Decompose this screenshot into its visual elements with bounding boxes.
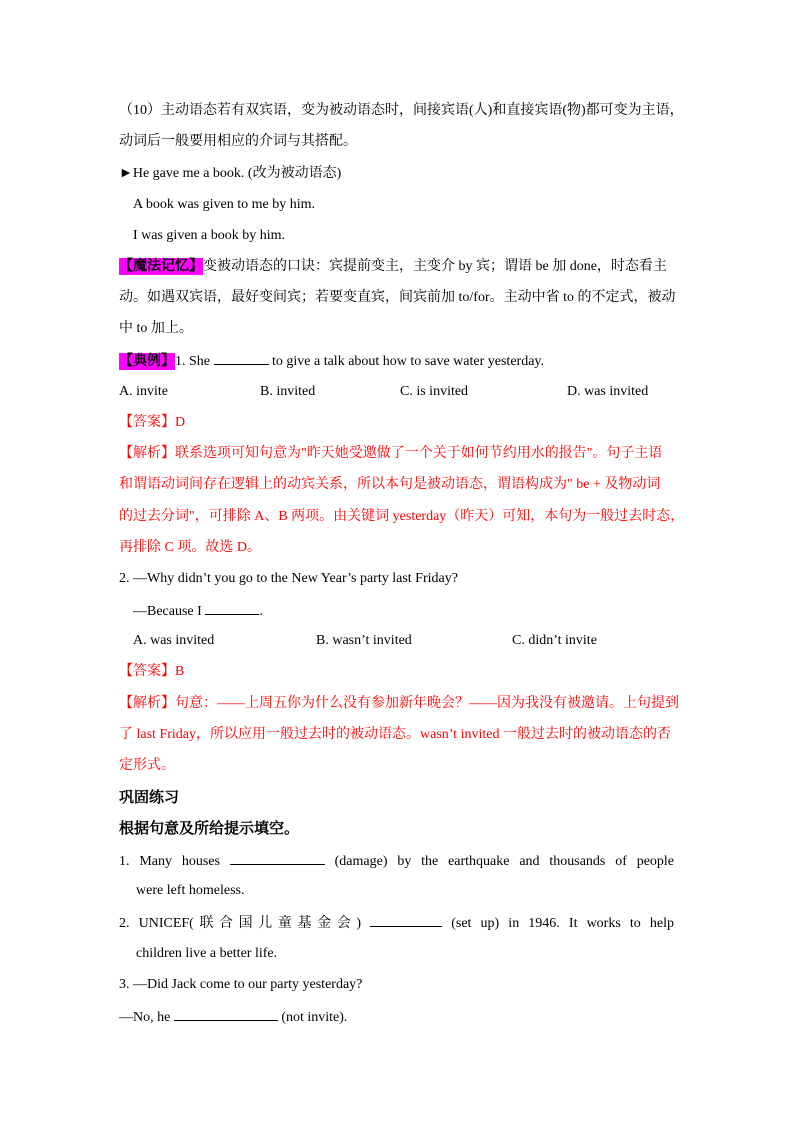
exercise-3-line-1: 3. —Did Jack come to our party yesterday?	[119, 977, 363, 992]
q1-blank	[214, 351, 269, 365]
example-answer-2: I was given a book by him.	[133, 228, 286, 243]
exercise-2-a: 2. UNICEF(联合国儿童基金会)	[119, 916, 371, 931]
exercise-1-b: (damage) by the earthquake and thousands of people	[334, 854, 675, 869]
q1-analysis-line-1	[119, 445, 662, 463]
rule-10-line-1: （10）主动语态若有双宾语，变为被动语态时，间接宾语(人)和直接宾语(物)都可变为主语，	[119, 103, 684, 118]
q1-tag: 【典例】	[119, 354, 175, 369]
example-prompt: ►He gave me a book. (改为被动语态)	[119, 166, 342, 181]
q1-stem	[119, 351, 544, 371]
exercise-2-blank	[370, 913, 442, 927]
q1-analysis-text-1: 联系选项可知句意为"昨天她受邀做了一个关于如何节约用水的报告"。句子主语	[175, 446, 663, 461]
memory-line-3: 中 to 加上。	[119, 321, 193, 336]
exercise-2-line-1	[119, 913, 674, 933]
exercise-3-b: —No, he	[119, 1010, 174, 1025]
q1-option-a: A. invite	[119, 384, 168, 399]
q1-answer-tag: 【答案】	[119, 415, 175, 430]
q2-analysis-line-2: 了 last Friday，所以应用一般过去时的被动语态。wasn’t invited 一般过去时的被动语态的否	[119, 727, 671, 742]
q1-stem-b: to give a talk about how to save water yesterday.	[268, 354, 545, 369]
q2-analysis-text-1: 句意：——上周五你为什么没有参加新年晚会？——因为我没有被邀请。上句提到	[175, 696, 679, 711]
example-answer-1: A book was given to me by him.	[133, 197, 315, 212]
q2-stem: 2. —Why didn’t you go to the New Year’s party last Friday?	[119, 571, 458, 586]
q2-option-c: C. didn’t invite	[512, 633, 597, 648]
q2-analysis-line-1	[119, 695, 679, 713]
q2-option-b: B. wasn’t invited	[316, 633, 412, 648]
exercise-1-line-1	[119, 851, 674, 871]
q1-option-d: D. was invited	[567, 384, 649, 399]
q2-reply-a: —Because I	[133, 604, 206, 619]
q1-analysis-line-2: 和谓语动词间存在逻辑上的动宾关系，所以本句是被动语态，谓语构成为" be + 及物动词	[119, 477, 661, 492]
q2-analysis-tag: 【解析】	[119, 696, 175, 711]
q1-analysis-line-4: 再排除 C 项。故选 D。	[119, 540, 261, 555]
q1-option-b: B. invited	[260, 384, 316, 399]
practice-title: 巩固练习	[119, 790, 180, 806]
q2-answer-value: B	[175, 664, 185, 679]
practice-instruction: 根据句意及所给提示填空。	[119, 821, 300, 837]
q2-blank	[205, 601, 259, 615]
exercise-2-b: (set up) in 1946. It works to help	[451, 916, 674, 931]
q1-stem-a: 1. She	[175, 354, 214, 369]
q2-reply	[133, 601, 263, 621]
q1-answer	[119, 414, 185, 432]
memory-text-1: 变被动语态的口诀：宾提前变主，主变介 by 宾；谓语 be 加 done，时态看主	[203, 259, 667, 274]
q2-option-a: A. was invited	[133, 633, 215, 648]
exercise-2-line-2: children live a better life.	[136, 946, 278, 961]
rule-10-line-2: 动词后一般要用相应的介词与其搭配。	[119, 134, 357, 149]
exercise-3-blank	[174, 1007, 278, 1021]
exercise-1-a: 1. Many houses	[119, 854, 230, 869]
q1-option-c: C. is invited	[400, 384, 469, 399]
q1-answer-value: D	[175, 415, 186, 430]
q1-analysis-tag: 【解析】	[119, 446, 175, 461]
exercise-1-blank	[230, 851, 325, 865]
exercise-3-c: (not invite).	[277, 1010, 348, 1025]
q2-analysis-line-3: 定形式。	[119, 758, 175, 773]
q2-answer-tag: 【答案】	[119, 664, 175, 679]
memory-line-2: 动。如遇双宾语，最好变间宾；若要变直宾，间宾前加 to/for。主动中省 to 的不定式，被动	[119, 290, 676, 305]
q1-analysis-line-3: 的过去分词"，可排除 A、B 两项。由关键词 yesterday（昨天）可知，本句为一般过去时态，	[119, 509, 685, 524]
exercise-1-line-2: were left homeless.	[136, 883, 245, 898]
q2-answer	[119, 663, 184, 681]
memory-line-1	[119, 258, 667, 276]
q2-reply-b: .	[259, 604, 263, 619]
memory-tag: 【魔法记忆】	[119, 259, 203, 274]
exercise-3-line-2	[119, 1007, 347, 1027]
